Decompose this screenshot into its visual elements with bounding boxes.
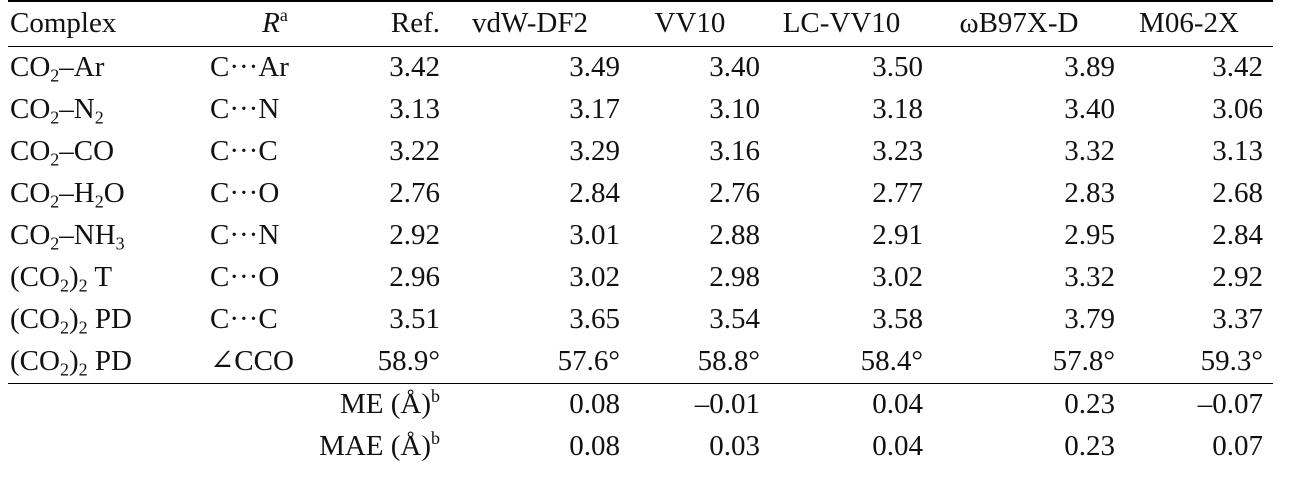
complex-mid: ): [68, 303, 79, 335]
complex-base: (CO: [10, 303, 60, 335]
value-cell: 3.50: [872, 51, 923, 83]
value-cell: 3.02: [569, 261, 620, 293]
value-cell: 3.16: [709, 135, 760, 167]
ref-cell: 2.92: [389, 219, 440, 251]
value-cell: 2.92: [1212, 261, 1263, 293]
summary-value-cell: –0.07: [1197, 388, 1263, 420]
value-cell: 57.8°: [1052, 345, 1115, 377]
value-cell: 3.02: [872, 261, 923, 293]
value-cell: 3.42: [1212, 51, 1263, 83]
header-r-symbol: R: [262, 7, 280, 40]
value-cell: 3.29: [569, 135, 620, 167]
coordinate-cell: C···Ar: [210, 51, 289, 83]
header-complex: Complex: [10, 7, 117, 40]
complex-sub-2: 2: [78, 359, 88, 380]
complex-mid: –NH: [59, 219, 116, 251]
complex-sub-2: 2: [94, 107, 104, 128]
summary-label-cell: [8, 426, 440, 468]
complex-tail: T: [87, 261, 113, 293]
value-cell: 58.4°: [860, 345, 923, 377]
value-cell: 3.10: [709, 93, 760, 125]
value-cell: 3.37: [1212, 303, 1263, 335]
header-r-footnote: a: [279, 5, 288, 26]
header-method-5: M06-2X: [1139, 7, 1239, 40]
value-cell: 2.84: [1212, 219, 1263, 251]
complex-sub-1: 2: [50, 191, 60, 212]
table-row: [8, 299, 1273, 341]
complex-sub-2: 2: [78, 317, 88, 338]
value-cell: 3.32: [1064, 261, 1115, 293]
value-cell: 3.40: [1064, 93, 1115, 125]
complex-base: CO: [10, 177, 51, 209]
summary-label-cell: [8, 383, 440, 426]
complex-cell: [8, 131, 210, 173]
summary-ref-cell: 0.08: [569, 430, 620, 462]
value-cell: 3.65: [569, 303, 620, 335]
value-cell: 2.88: [709, 219, 760, 251]
summary-label: ME (Å): [340, 388, 432, 420]
complex-sub-1: 2: [59, 359, 69, 380]
complex-base: (CO: [10, 345, 60, 377]
complex-sub-2: 3: [115, 233, 125, 254]
summary-footnote: b: [431, 428, 440, 449]
complex-mid: –Ar: [59, 51, 105, 83]
ref-cell: 3.42: [389, 51, 440, 83]
complex-cell: [8, 173, 210, 215]
complex-sub-2: 2: [94, 191, 104, 212]
header-method-2: VV10: [654, 7, 726, 40]
complex-base: CO: [10, 135, 51, 167]
value-cell: 59.3°: [1200, 345, 1263, 377]
complex-sub-1: 2: [50, 107, 60, 128]
value-cell: 3.32: [1064, 135, 1115, 167]
ref-cell: 3.22: [389, 135, 440, 167]
value-cell: 2.76: [709, 177, 760, 209]
ref-cell: 3.13: [389, 93, 440, 125]
summary-value-cell: –0.01: [694, 388, 760, 420]
value-cell: 2.98: [709, 261, 760, 293]
complex-tail: PD: [87, 345, 132, 377]
complex-base: (CO: [10, 261, 60, 293]
summary-label: MAE (Å): [319, 430, 432, 462]
value-cell: 3.06: [1212, 93, 1263, 125]
header-r: [210, 1, 340, 46]
coordinate-cell: C···O: [210, 261, 280, 293]
header-row: [8, 1, 1273, 46]
table-row: [8, 131, 1273, 173]
complex-mid: –CO: [59, 135, 115, 167]
complex-cell: [8, 299, 210, 341]
complex-sub-2: 2: [78, 275, 88, 296]
value-cell: 3.13: [1212, 135, 1263, 167]
summary-value-cell: 0.23: [1064, 430, 1115, 462]
header-method-1: vdW-DF2: [472, 7, 588, 40]
coordinate-cell: C···N: [210, 93, 280, 125]
complex-base: CO: [10, 219, 51, 251]
complex-mid: –N: [59, 93, 95, 125]
complex-sub-1: 2: [59, 317, 69, 338]
results-table: [8, 0, 1273, 468]
complex-tail: O: [103, 177, 125, 209]
complex-mid: –H: [59, 177, 95, 209]
complex-sub-1: 2: [50, 149, 60, 170]
table-row: [8, 215, 1273, 257]
value-cell: 3.49: [569, 51, 620, 83]
complex-cell: [8, 341, 210, 384]
table-row: [8, 257, 1273, 299]
complex-tail: PD: [87, 303, 132, 335]
value-cell: 3.40: [709, 51, 760, 83]
summary-row: [8, 383, 1273, 426]
value-cell: 2.84: [569, 177, 620, 209]
header-method-4: ωB97X-D: [959, 7, 1079, 40]
coordinate-cell: C···C: [210, 135, 278, 167]
value-cell: 3.01: [569, 219, 620, 251]
value-cell: 2.77: [872, 177, 923, 209]
value-cell: 3.79: [1064, 303, 1115, 335]
complex-mid: ): [68, 345, 79, 377]
summary-value-cell: 0.04: [872, 388, 923, 420]
coordinate-cell: C···O: [210, 177, 280, 209]
value-cell: 3.18: [872, 93, 923, 125]
summary-ref-cell: 0.08: [569, 388, 620, 420]
header-method-3: LC-VV10: [782, 7, 901, 40]
table-row: [8, 173, 1273, 215]
summary-footnote: b: [431, 386, 440, 407]
complex-cell: [8, 257, 210, 299]
table-row: [8, 341, 1273, 384]
value-cell: 3.89: [1064, 51, 1115, 83]
summary-value-cell: 0.04: [872, 430, 923, 462]
coordinate-cell: C···N: [210, 219, 280, 251]
value-cell: 2.95: [1064, 219, 1115, 251]
ref-cell: 58.9°: [377, 345, 440, 377]
complex-cell: [8, 46, 210, 89]
complex-sub-1: 2: [59, 275, 69, 296]
coordinate-cell: ∠CCO: [210, 345, 294, 377]
ref-cell: 2.96: [389, 261, 440, 293]
table-row: [8, 89, 1273, 131]
value-cell: 3.58: [872, 303, 923, 335]
value-cell: 57.6°: [557, 345, 620, 377]
ref-cell: 3.51: [389, 303, 440, 335]
complex-mid: ): [68, 261, 79, 293]
table-row: [8, 46, 1273, 89]
complex-sub-1: 2: [50, 65, 60, 86]
complex-base: CO: [10, 51, 51, 83]
value-cell: 2.83: [1064, 177, 1115, 209]
complex-base: CO: [10, 93, 51, 125]
value-cell: 2.68: [1212, 177, 1263, 209]
coordinate-cell: C···C: [210, 303, 278, 335]
ref-cell: 2.76: [389, 177, 440, 209]
complex-cell: [8, 89, 210, 131]
value-cell: 58.8°: [697, 345, 760, 377]
summary-value-cell: 0.23: [1064, 388, 1115, 420]
complex-cell: [8, 215, 210, 257]
value-cell: 3.17: [569, 93, 620, 125]
summary-row: [8, 426, 1273, 468]
header-ref: Ref.: [390, 7, 440, 40]
value-cell: 2.91: [872, 219, 923, 251]
complex-sub-1: 2: [50, 233, 60, 254]
summary-value-cell: 0.07: [1212, 430, 1263, 462]
value-cell: 3.23: [872, 135, 923, 167]
summary-value-cell: 0.03: [709, 430, 760, 462]
value-cell: 3.54: [709, 303, 760, 335]
